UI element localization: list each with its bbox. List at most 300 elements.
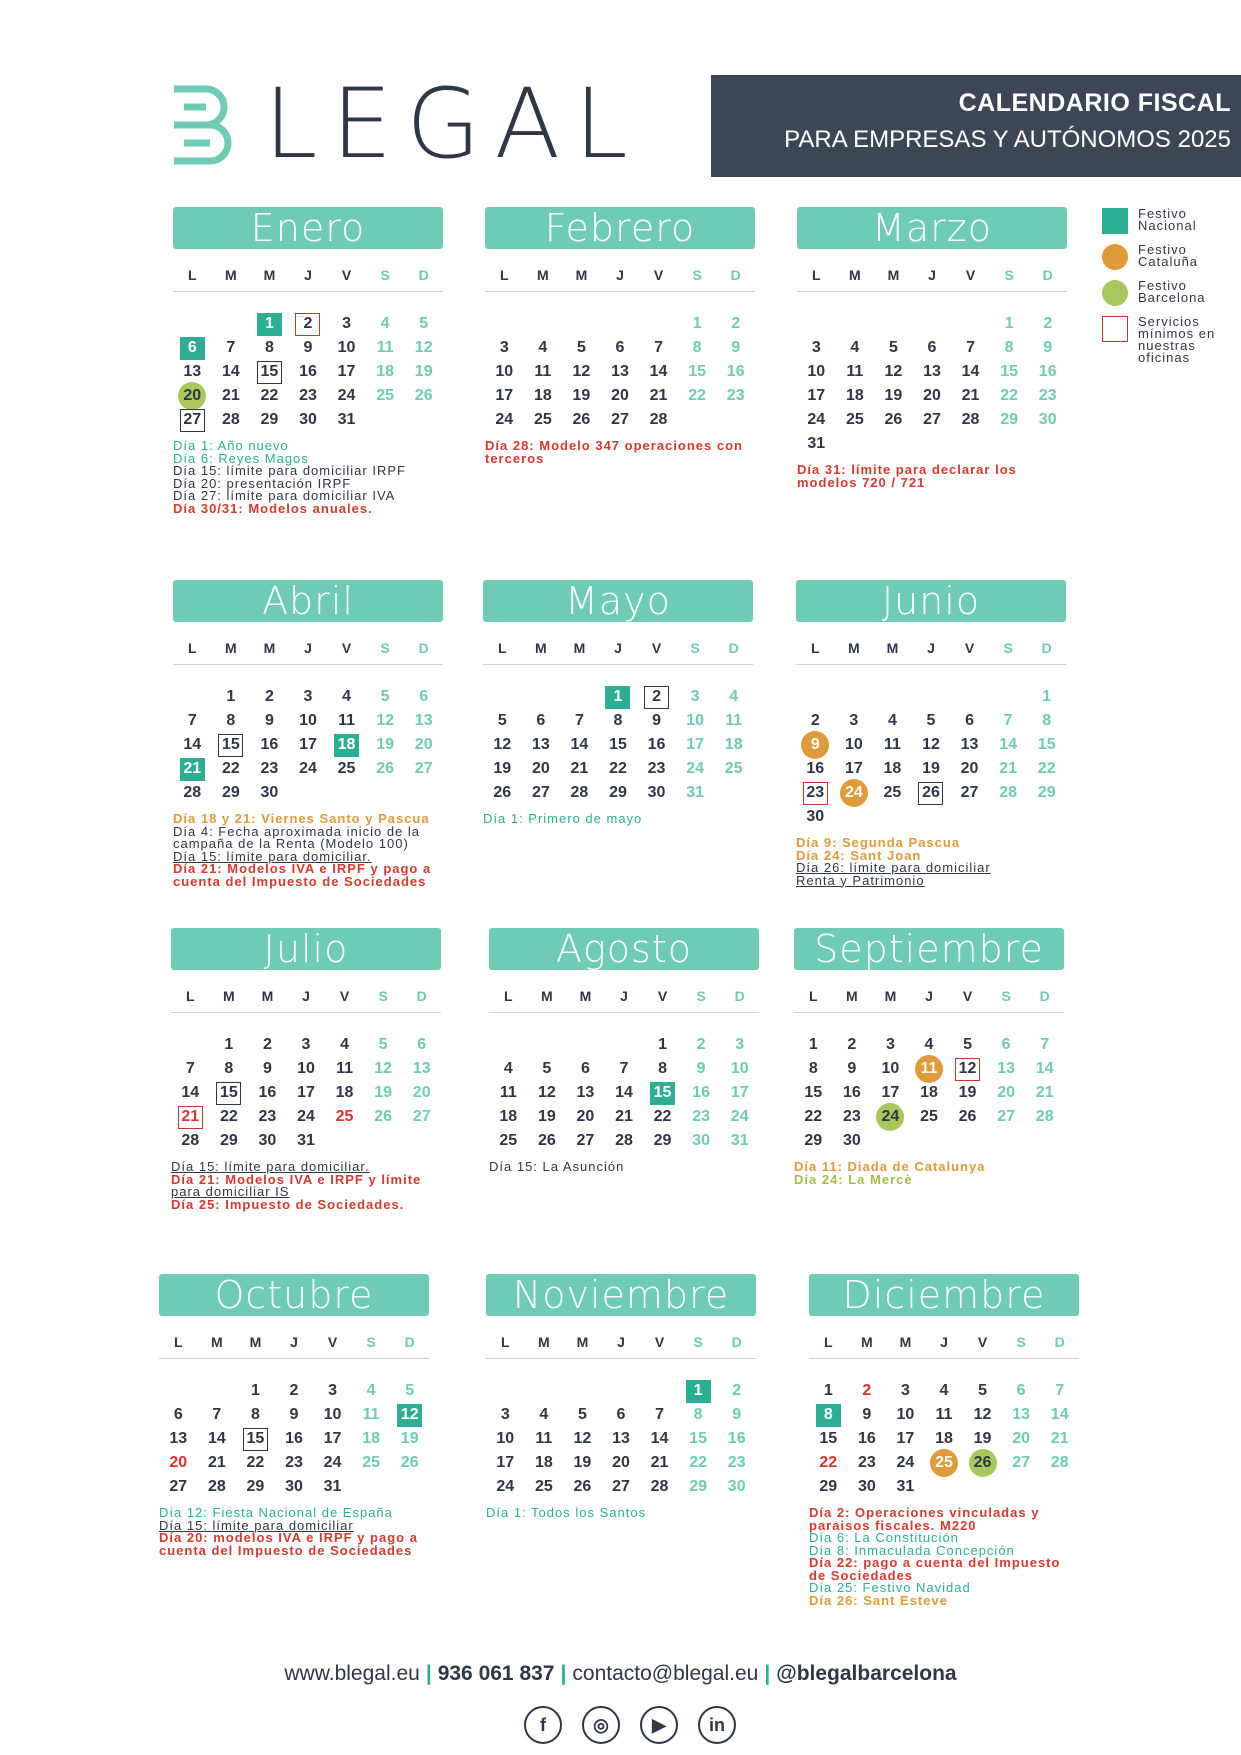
note-line: para domiciliar IS	[171, 1184, 290, 1199]
day-cell: 27	[173, 408, 212, 432]
day-cell: 8	[264, 339, 274, 356]
day-cell: 23	[726, 387, 745, 404]
day-cell: 18	[533, 387, 552, 404]
weekday-label: J	[940, 1334, 948, 1350]
day-cell: 21	[1035, 1084, 1054, 1101]
day-grid	[489, 1033, 759, 1153]
brand-name: LEGAL	[264, 68, 642, 180]
day-cell: 22	[246, 1454, 265, 1471]
day-cell: 29	[246, 1478, 265, 1495]
weekday-label: J	[614, 640, 622, 656]
day-cell: 8	[226, 712, 236, 729]
day-cell: 5	[963, 1036, 973, 1053]
day-cell: 3	[811, 339, 821, 356]
day-cell: 21	[649, 387, 668, 404]
weekday-label: J	[928, 267, 936, 283]
note-line: Día 1: Primero de mayo	[483, 811, 643, 826]
day-grid	[486, 1379, 756, 1499]
weekday-label: D	[404, 1334, 415, 1350]
weekday-label: V	[962, 988, 973, 1004]
day-cell: 1	[599, 685, 638, 709]
header-banner	[711, 75, 1241, 177]
day-cell: 24	[496, 1478, 515, 1495]
day-cell: 5	[380, 688, 390, 705]
weekday-header	[489, 988, 759, 1013]
day-cell: 15	[689, 1430, 708, 1447]
weekday-label: M	[887, 267, 900, 283]
day-cell: 26	[376, 760, 395, 777]
month-octubre	[159, 1274, 429, 1557]
day-cell: 21	[173, 757, 212, 781]
day-cell: 5	[576, 339, 586, 356]
day-cell: 29	[1000, 411, 1019, 428]
weekday-label: V	[965, 267, 976, 283]
day-cell: 10	[686, 712, 705, 729]
weekday-label: S	[1016, 1334, 1026, 1350]
weekday-label: V	[654, 1334, 665, 1350]
day-cell: 4	[538, 339, 548, 356]
day-cell: 28	[221, 411, 240, 428]
day-cell: 29	[653, 1132, 672, 1149]
day-cell: 16	[692, 1084, 711, 1101]
day-cell: 30	[857, 1478, 876, 1495]
day-cell: 21	[999, 760, 1018, 777]
day-cell: 14	[615, 1084, 633, 1101]
day-cell: 18	[335, 1084, 354, 1101]
weekday-label: J	[927, 640, 935, 656]
day-cell: 16	[285, 1430, 303, 1447]
day-cell: 12	[414, 339, 433, 356]
website-link[interactable]: www.blegal.eu	[284, 1662, 420, 1685]
month-junio	[796, 580, 1066, 887]
day-cell: 16	[842, 1084, 861, 1101]
weekday-label: L	[501, 1334, 510, 1350]
weekday-label: L	[188, 640, 197, 656]
day-cell: 1	[658, 1036, 668, 1053]
day-cell: 23	[647, 760, 666, 777]
day-cell: 21	[1050, 1430, 1069, 1447]
day-cell: 15	[1037, 736, 1056, 753]
day-grid	[483, 685, 753, 805]
day-cell: 29	[219, 1132, 238, 1149]
day-cell: 9	[289, 1406, 299, 1423]
day-cell: 17	[730, 1084, 749, 1101]
day-cell: 5	[978, 1382, 988, 1399]
day-cell: 11	[883, 736, 901, 753]
day-cell: 20	[576, 1108, 595, 1125]
legend-label: Festivo Cataluña	[1138, 242, 1199, 269]
weekday-label: V	[651, 640, 662, 656]
weekday-label: L	[186, 988, 195, 1004]
note-line: Día 4: Fecha aproximada inicio de la	[173, 823, 421, 839]
day-cell: 5	[926, 712, 936, 729]
social-handle[interactable]: @blegalbarcelona	[776, 1662, 957, 1685]
day-cell: 23	[842, 1108, 861, 1125]
day-cell: 7	[187, 712, 197, 729]
day-cell: 5	[497, 712, 507, 729]
day-cell: 7	[1055, 1382, 1065, 1399]
month-diciembre	[809, 1274, 1079, 1607]
day-cell: 11	[336, 1060, 354, 1077]
weekday-label: L	[188, 267, 197, 283]
day-cell: 31	[337, 411, 356, 428]
day-cell: 12	[572, 363, 591, 380]
day-cell: 22	[1000, 387, 1019, 404]
day-cell: 24	[807, 411, 826, 428]
linkedin-icon[interactable]: in	[698, 1706, 736, 1744]
day-cell: 6	[417, 1036, 427, 1053]
note-line: Día 20: presentación IRPF	[173, 475, 352, 491]
social-icons	[524, 1706, 736, 1744]
day-cell: 10	[495, 363, 514, 380]
day-cell: 12	[884, 363, 903, 380]
day-cell: 25	[335, 1108, 354, 1125]
weekday-label: S	[380, 640, 390, 656]
weekday-label: L	[824, 1334, 833, 1350]
day-cell: 1	[1042, 688, 1052, 705]
day-cell: 19	[922, 760, 940, 777]
day-cell: 2	[289, 312, 328, 336]
day-cell: 25	[337, 760, 356, 777]
day-cell: 30	[727, 1478, 746, 1495]
day-cell: 15	[643, 1081, 682, 1105]
day-cell: 9	[696, 1060, 706, 1077]
weekday-label: S	[696, 988, 706, 1004]
day-cell: 10	[807, 363, 826, 380]
weekday-label: M	[579, 988, 592, 1004]
instagram-icon[interactable]: ◎	[582, 1706, 620, 1744]
day-cell: 13	[612, 1430, 630, 1447]
day-cell: 9	[862, 1406, 872, 1423]
day-cell: 24	[686, 760, 705, 777]
day-cell: 6	[616, 1406, 626, 1423]
month-julio	[171, 928, 441, 1211]
day-cell: 11	[534, 363, 552, 380]
logo-b-icon	[168, 83, 234, 165]
day-cell: 31	[730, 1132, 749, 1149]
legend-swatch	[1102, 208, 1128, 234]
note-line: Día 6: Reyes Magos	[173, 450, 309, 466]
day-cell: 12	[922, 736, 940, 753]
day-cell: 27	[1012, 1454, 1031, 1471]
note-line: Día 12: Fiesta Nacional de España	[159, 1505, 393, 1520]
day-cell: 17	[896, 1430, 915, 1447]
day-cell: 26	[572, 411, 591, 428]
day-cell: 5	[542, 1060, 552, 1077]
day-cell: 22	[609, 760, 627, 777]
day-cell: 8	[1042, 712, 1052, 729]
note-line: Día 18 y 21: Viernes Santo y Pascua	[173, 811, 430, 826]
email-link[interactable]: contacto@blegal.eu	[572, 1662, 759, 1685]
month-notes	[159, 1507, 429, 1557]
day-cell: 6	[1001, 1036, 1011, 1053]
legend-item	[1102, 280, 1237, 306]
facebook-icon[interactable]: f	[524, 1706, 562, 1744]
day-cell: 24	[730, 1108, 749, 1125]
day-cell: 29	[804, 1132, 823, 1149]
day-cell: 15	[236, 1427, 275, 1451]
weekday-label: J	[302, 988, 310, 1004]
day-cell: 10	[299, 712, 317, 729]
day-cell: 18	[499, 1108, 518, 1125]
day-cell: 10	[297, 1060, 315, 1077]
day-cell: 12	[537, 1084, 556, 1101]
weekday-label: M	[886, 640, 899, 656]
day-cell: 26	[414, 387, 433, 404]
day-cell: 25	[533, 411, 552, 428]
day-cell: 17	[881, 1084, 900, 1101]
day-cell: 3	[303, 688, 313, 705]
month-title: Enero	[173, 207, 443, 249]
month-agosto	[489, 928, 759, 1174]
weekday-label: M	[848, 640, 860, 656]
day-cell: 2	[862, 1382, 872, 1399]
day-cell: 21	[570, 760, 589, 777]
day-cell: 23	[260, 760, 279, 777]
footer: www.blegal.eu | 936 061 837 | contacto@blegal.eu | @blegalbarcelona	[284, 1662, 957, 1685]
day-cell: 24	[337, 387, 356, 404]
day-cell: 11	[935, 1406, 953, 1423]
day-cell: 17	[495, 387, 514, 404]
day-cell: 12	[948, 1057, 987, 1081]
day-cell: 8	[692, 339, 702, 356]
day-cell: 2	[732, 1382, 742, 1399]
day-cell: 28	[1050, 1454, 1069, 1471]
weekday-label: M	[225, 267, 237, 283]
weekday-label: L	[809, 988, 818, 1004]
day-cell: 8	[693, 1406, 703, 1423]
day-cell: 1	[250, 1382, 260, 1399]
note-line: Día 1: Todos los Santos	[486, 1505, 647, 1520]
day-grid	[797, 312, 1067, 456]
day-cell: 28	[1035, 1108, 1054, 1125]
day-cell: 21	[615, 1108, 633, 1125]
day-cell: 2	[1043, 315, 1053, 332]
day-cell: 25	[883, 784, 902, 801]
day-cell: 31	[686, 784, 705, 801]
day-cell: 14	[207, 1430, 226, 1447]
day-cell: 10	[337, 339, 356, 356]
day-cell: 24	[299, 760, 317, 777]
day-cell: 11	[535, 1430, 553, 1447]
day-cell: 12	[390, 1403, 429, 1427]
day-grid	[159, 1379, 429, 1499]
phone-number[interactable]: 936 061 837	[437, 1662, 555, 1685]
note-line: Día 25: Festivo Navidad	[809, 1580, 971, 1595]
weekday-label: D	[418, 267, 429, 283]
weekday-label: M	[225, 640, 237, 656]
weekday-header	[173, 267, 443, 292]
weekday-label: V	[341, 640, 352, 656]
weekday-header	[171, 988, 441, 1013]
day-cell: 13	[611, 363, 629, 380]
day-cell: 28	[961, 411, 980, 428]
month-notes	[173, 813, 443, 888]
weekday-label: J	[304, 267, 312, 283]
weekday-header	[159, 1334, 429, 1359]
day-cell: 21	[171, 1105, 210, 1129]
day-cell: 26	[493, 784, 512, 801]
month-notes	[796, 837, 1066, 887]
note-line: Renta y Patrimonio	[796, 872, 925, 888]
day-grid	[171, 1033, 441, 1153]
weekday-header	[809, 1334, 1079, 1359]
weekday-label: J	[616, 267, 624, 283]
day-cell: 1	[226, 688, 236, 705]
weekday-header	[797, 267, 1067, 292]
weekday-label: J	[620, 988, 628, 1004]
day-cell: 3	[900, 1382, 910, 1399]
day-cell: 17	[297, 1084, 315, 1101]
day-cell: 14	[181, 1084, 200, 1101]
day-cell: 27	[923, 411, 941, 428]
day-cell: 16	[806, 760, 825, 777]
weekday-label: M	[249, 1334, 262, 1350]
page-title: CALENDARIO FISCAL	[958, 89, 1231, 117]
note-line: Día 2: Operaciones vinculadas y	[809, 1505, 1040, 1520]
day-cell: 3	[500, 1406, 510, 1423]
weekday-label: J	[304, 640, 312, 656]
legend-item	[1102, 244, 1237, 270]
day-cell: 12	[973, 1406, 992, 1423]
page-subtitle: PARA EMPRESAS Y AUTÓNOMOS 2025	[784, 126, 1231, 153]
day-cell: 3	[735, 1036, 745, 1053]
weekday-label: J	[617, 1334, 625, 1350]
day-cell: 6	[173, 336, 212, 360]
day-cell: 20	[169, 1454, 188, 1471]
day-cell: 24	[871, 1105, 910, 1129]
day-cell: 9	[847, 1060, 857, 1077]
day-cell: 1	[692, 315, 702, 332]
day-cell: 23	[857, 1454, 876, 1471]
day-cell: 17	[496, 1454, 515, 1471]
day-cell: 31	[297, 1132, 315, 1149]
weekday-label: D	[731, 1334, 742, 1350]
day-cell: 8	[658, 1060, 668, 1077]
day-cell: 9	[262, 1060, 272, 1077]
day-cell: 13	[531, 736, 550, 753]
day-cell: 16	[726, 363, 745, 380]
day-cell: 22	[689, 1454, 708, 1471]
day-cell: 1	[679, 1379, 718, 1403]
day-cell: 12	[374, 1060, 393, 1077]
day-cell: 4	[503, 1060, 513, 1077]
note-line: Día 21: Modelos IVA e IRPF y pago a	[173, 861, 432, 876]
day-grid	[173, 685, 443, 805]
day-cell: 8	[809, 1403, 848, 1427]
day-cell: 13	[169, 1430, 188, 1447]
day-cell: 22	[1037, 760, 1056, 777]
month-title: Septiembre	[794, 928, 1064, 970]
day-cell: 24	[896, 1454, 915, 1471]
day-cell: 8	[224, 1060, 234, 1077]
day-cell: 23	[258, 1108, 277, 1125]
day-cell: 24	[297, 1108, 315, 1125]
day-cell: 27	[611, 411, 629, 428]
legend-swatch	[1102, 244, 1128, 270]
weekday-label: V	[341, 267, 352, 283]
weekday-label: D	[1054, 1334, 1065, 1350]
day-cell: 19	[376, 736, 395, 753]
note-line: Día 26: Sant Esteve	[809, 1592, 948, 1608]
day-cell: 20	[997, 1084, 1016, 1101]
note-line: Día 15: límite para domiciliar.	[171, 1159, 370, 1174]
day-cell: 4	[342, 688, 352, 705]
day-cell: 20	[1012, 1430, 1031, 1447]
day-grid	[794, 1033, 1064, 1153]
day-cell: 12	[573, 1430, 592, 1447]
day-cell: 18	[935, 1430, 953, 1447]
day-cell: 15	[1000, 363, 1019, 380]
day-cell: 29	[260, 411, 279, 428]
day-cell: 13	[1012, 1406, 1031, 1423]
weekday-label: D	[418, 640, 429, 656]
day-cell: 18	[920, 1084, 938, 1101]
day-cell: 28	[183, 784, 202, 801]
day-cell: 21	[961, 387, 980, 404]
youtube-icon[interactable]: ▶	[640, 1706, 678, 1744]
weekday-label: M	[846, 988, 858, 1004]
day-cell: 15	[804, 1084, 823, 1101]
day-cell: 29	[1037, 784, 1056, 801]
day-cell: 19	[572, 387, 591, 404]
day-cell: 21	[221, 387, 240, 404]
day-cell: 8	[1004, 339, 1014, 356]
day-cell: 9	[303, 339, 313, 356]
month-title: Octubre	[159, 1274, 429, 1316]
day-cell: 14	[961, 363, 980, 380]
day-cell: 15	[609, 736, 627, 753]
day-cell: 3	[849, 712, 859, 729]
weekday-label: J	[925, 988, 933, 1004]
note-line: cuenta del Impuesto de Sociedades	[173, 873, 427, 889]
day-cell: 22	[688, 387, 707, 404]
day-cell: 25	[920, 1108, 938, 1125]
day-cell: 4	[939, 1382, 949, 1399]
day-cell: 28	[181, 1132, 200, 1149]
day-cell: 29	[819, 1478, 838, 1495]
weekday-header	[486, 1334, 756, 1359]
day-cell: 3	[301, 1036, 311, 1053]
day-cell: 18	[362, 1430, 381, 1447]
day-cell: 31	[807, 435, 826, 452]
weekday-label: S	[690, 640, 700, 656]
note-line: Día 25: Impuesto de Sociedades.	[171, 1196, 405, 1212]
day-cell: 27	[414, 760, 433, 777]
day-cell: 31	[323, 1478, 342, 1495]
day-cell: 19	[958, 1084, 977, 1101]
day-cell: 22	[260, 387, 279, 404]
day-cell: 7	[1003, 712, 1013, 729]
note-line: Día 27: límite para domiciliar IVA	[173, 488, 396, 503]
weekday-label: L	[174, 1334, 183, 1350]
day-cell: 9	[731, 339, 741, 356]
weekday-label: M	[861, 1334, 873, 1350]
day-cell: 4	[380, 315, 390, 332]
day-cell: 17	[686, 736, 705, 753]
day-cell: 29	[689, 1478, 708, 1495]
day-cell: 27	[612, 1478, 630, 1495]
day-cell: 7	[185, 1060, 195, 1077]
day-cell: 23	[692, 1108, 711, 1125]
weekday-label: V	[339, 988, 350, 1004]
day-cell: 16	[260, 736, 279, 753]
day-cell: 9	[796, 733, 835, 757]
day-cell: 4	[366, 1382, 376, 1399]
day-cell: 1	[823, 1382, 833, 1399]
note-line: Día 24: Sant Joan	[796, 847, 922, 863]
day-cell: 15	[210, 1081, 249, 1105]
